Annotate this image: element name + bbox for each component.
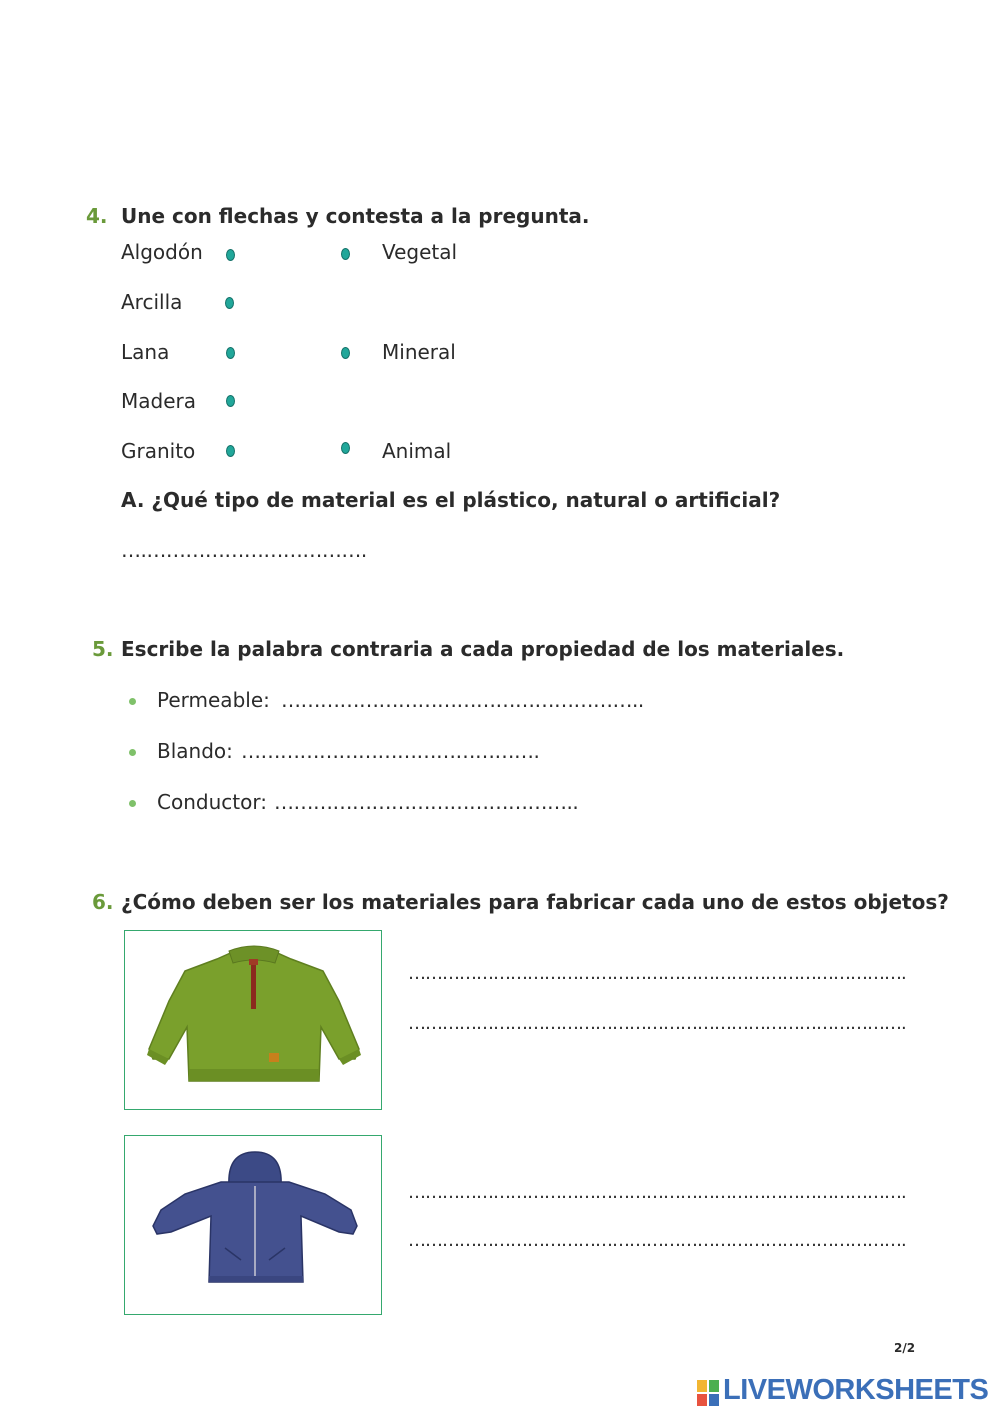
question-5-instruction: Escribe la palabra contraria a cada propiedad de los materiales. (121, 637, 845, 661)
match-left-arcilla: Arcilla (121, 290, 183, 314)
jacket-answer-line-2[interactable]: ……………………………………………………………………………. (408, 1230, 906, 1251)
match-dot-left-3[interactable] (226, 347, 235, 359)
question-4-instruction: Une con flechas y contesta a la pregunta. (121, 204, 590, 228)
match-dot-right-3[interactable] (341, 442, 350, 454)
match-right-mineral: Mineral (382, 340, 456, 364)
question-4a: A. ¿Qué tipo de material es el plástico, natural o artificial? (121, 488, 781, 512)
liveworksheets-logo[interactable]: LIVEWORKSHEETS (723, 1374, 989, 1406)
match-dot-left-1[interactable] (226, 249, 235, 261)
property-conductor-answer-line[interactable]: ……………………………………….. (274, 790, 579, 814)
match-left-madera: Madera (121, 389, 196, 413)
green-sweater-image (125, 931, 381, 1109)
bullet-icon (129, 749, 136, 756)
match-right-animal: Animal (382, 439, 452, 463)
match-dot-right-1[interactable] (341, 248, 350, 260)
property-blando-label: Blando: (157, 739, 233, 763)
bullet-icon (129, 698, 136, 705)
page-number: 2/2 (894, 1341, 916, 1355)
jacket-image-frame (124, 1135, 382, 1315)
question-4-number: 4. (86, 204, 108, 228)
match-dot-left-5[interactable] (226, 445, 235, 457)
match-dot-right-2[interactable] (341, 347, 350, 359)
match-left-algodon: Algodón (121, 240, 203, 264)
sweater-answer-line-2[interactable]: ……………………………………………………………………………. (408, 1013, 906, 1034)
match-right-vegetal: Vegetal (382, 240, 458, 264)
question-4a-answer-line[interactable]: ….……………………………. (121, 538, 367, 562)
match-dot-left-4[interactable] (226, 395, 235, 407)
match-dot-left-2[interactable] (225, 297, 234, 309)
jacket-answer-line-1[interactable]: ……………………………………………………………………………. (408, 1182, 906, 1203)
match-left-granito: Granito (121, 439, 196, 463)
sweater-image-frame (124, 930, 382, 1110)
match-left-lana: Lana (121, 340, 170, 364)
sweater-answer-line-1[interactable]: ……………………………………………………………………………. (408, 963, 906, 984)
property-blando-answer-line[interactable]: ………………………………………. (241, 739, 540, 763)
property-permeable-answer-line[interactable]: ……………………………………………….. (281, 688, 644, 712)
property-permeable-label: Permeable: (157, 688, 270, 712)
property-conductor-label: Conductor: (157, 790, 267, 814)
question-5-number: 5. (92, 637, 114, 661)
question-6-instruction: ¿Cómo deben ser los materiales para fabricar cada uno de estos objetos? (121, 890, 949, 914)
question-6-number: 6. (92, 890, 114, 914)
blue-jacket-image (125, 1136, 381, 1314)
liveworksheets-logo-icon (697, 1380, 719, 1406)
bullet-icon (129, 800, 136, 807)
